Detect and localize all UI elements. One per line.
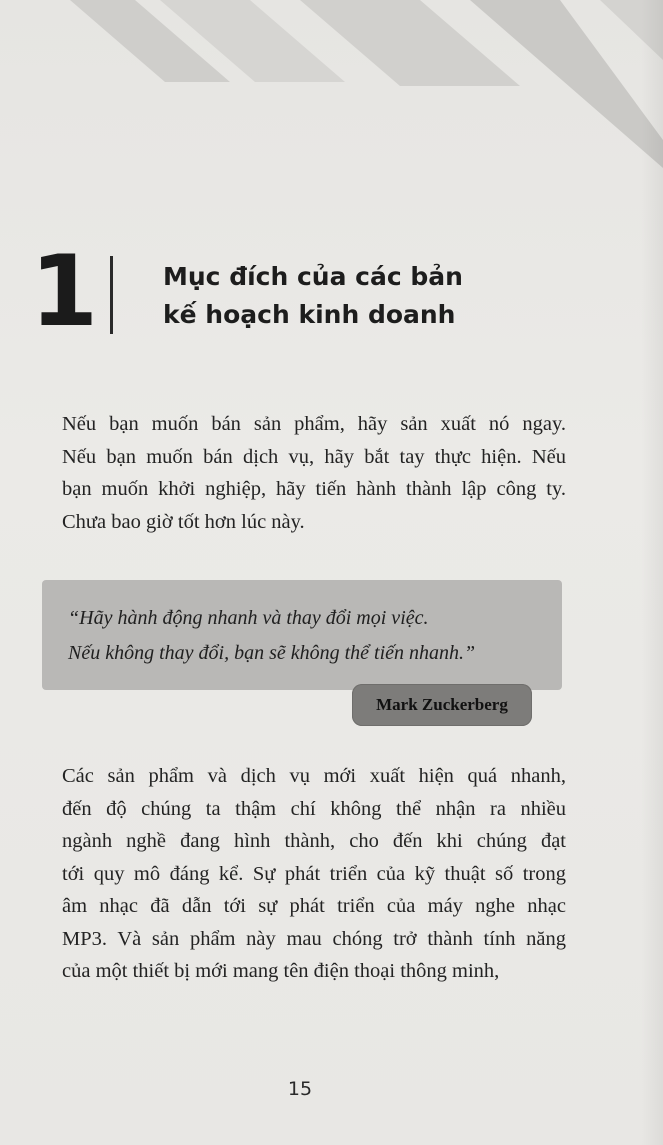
chapter-title (163, 258, 643, 334)
text-line: của một thiết bị mới mang tên điện thoại thông minh, (62, 960, 500, 982)
text-line: Các sản phẩm và dịch vụ mới xuất hiện quá nhanh, (62, 765, 566, 787)
page-number: 15 (287, 1078, 313, 1100)
page-edge-shadow (641, 0, 663, 1145)
text-line: bạn muốn khởi nghiệp, hãy tiến hành thành lập công ty. (62, 478, 566, 500)
chapter-number: 1 (30, 235, 97, 349)
decorative-stripes (0, 0, 663, 200)
quote-text (68, 601, 538, 671)
quote-line: Nếu không thay đổi, bạn sẽ không thể tiến nhanh.” (68, 642, 476, 664)
stripe-3 (300, 0, 520, 86)
quote-line: “Hãy hành động nhanh và thay đổi mọi việc. (68, 607, 429, 629)
quote-author: Mark Zuckerberg (376, 695, 508, 714)
stripe-4 (470, 0, 663, 168)
text-line: ngành nghề đang hình thành, cho đến khi chúng đạt (62, 830, 566, 852)
text-line: MP3. Và sản phẩm này mau chóng trở thành tính năng (62, 927, 566, 950)
text-line: Nếu bạn muốn bán dịch vụ, hãy bắt tay thực hiện. Nếu (62, 445, 566, 468)
paragraph-intro (62, 408, 566, 538)
paragraph-body (62, 760, 566, 988)
chapter-heading (30, 235, 640, 349)
chapter-title-line: Mục đích của các bản (163, 262, 463, 291)
text-line: đến độ chúng ta thậm chí không thể nhận ra nhiều (62, 797, 566, 820)
chapter-divider (110, 256, 113, 334)
text-line: âm nhạc đã dẫn tới sự phát triển của máy nghe nhạc (62, 895, 566, 917)
text-line: Nếu bạn muốn bán sản phẩm, hãy sản xuất nó ngay. (62, 413, 566, 435)
stripe-2 (160, 0, 345, 82)
text-line: tới quy mô đáng kể. Sự phát triển của kỹ thuật số trong (62, 862, 566, 885)
stripe-1 (70, 0, 230, 82)
chapter-title-line: kế hoạch kinh doanh (163, 300, 456, 329)
text-line: Chưa bao giờ tốt hơn lúc này. (62, 510, 305, 533)
